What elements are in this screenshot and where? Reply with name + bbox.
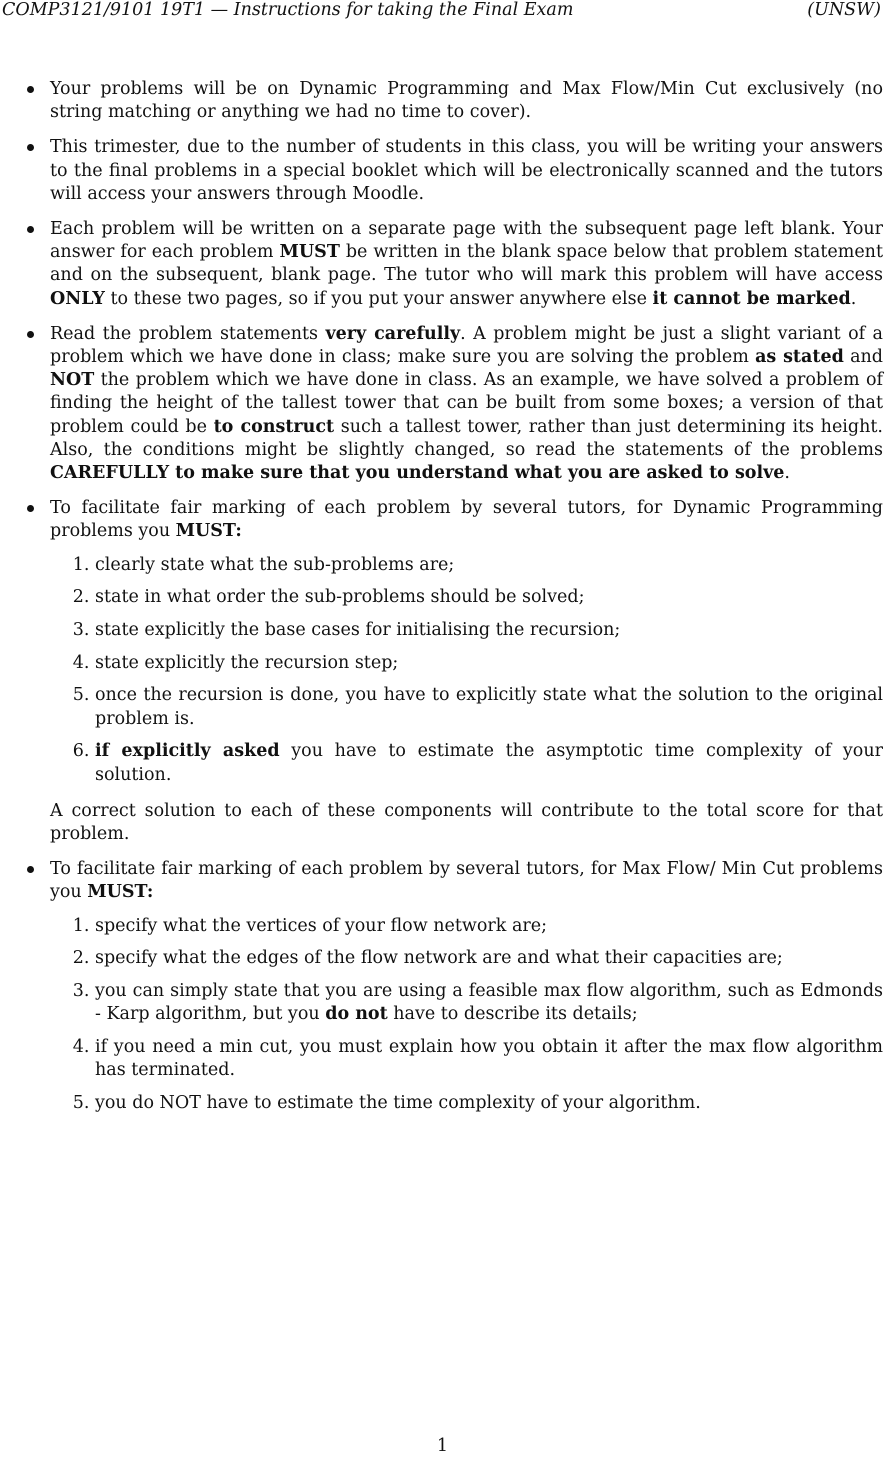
dp-requirements-list: [50, 554, 883, 787]
bold-run: do not: [325, 1004, 388, 1025]
bullet-icon: [27, 86, 34, 93]
bullet-item-topics: [50, 78, 883, 124]
bullet-icon: [27, 331, 34, 338]
text-run: Each problem will be written on a separate page with the subsequent page left blank. Your answer for each problem: [50, 219, 883, 263]
bold-run: CAREFULLY to make sure that you understand what you are asked to solve: [50, 463, 785, 484]
dp-scoring-note: A correct solution to each of these components will contribute to the total score for that problem.: [50, 800, 883, 844]
list-item: 4. if you need a min cut, you must explain how you obtain it after the max flow algorithm has terminated.: [95, 1036, 883, 1082]
text-run: you can simply state that you are using a feasible max flow algorithm, such as Edmonds - Karp algorithm, but you: [95, 981, 883, 1025]
bullet-icon: [27, 144, 34, 151]
list-item: 5. once the recursion is done, you have to explicitly state what the solution to the original problem is.: [95, 684, 883, 730]
bullet-item-read-carefully: [50, 323, 883, 485]
bullet-text: Your problems will be on Dynamic Programming and Max Flow/Min Cut exclusively (no string matching or anything we had no time to cover).: [50, 79, 883, 123]
text-run: have to describe its details;: [387, 1004, 638, 1025]
list-item: 1. clearly state what the sub-problems are;: [95, 554, 883, 577]
bold-run: NOT: [50, 370, 95, 391]
text-run: and: [843, 347, 883, 368]
page-number: 1: [436, 1436, 449, 1456]
list-item: [95, 980, 883, 1026]
text-run: you have to estimate the asymptotic time complexity of your solution.: [95, 741, 883, 785]
list-item: 2. specify what the edges of the flow network are and what their capacities are;: [95, 947, 883, 970]
header-institution: (UNSW): [807, 0, 881, 20]
bullet-item-answer-pages: [50, 218, 883, 311]
bold-run: ONLY: [50, 288, 105, 309]
bullet-icon: [27, 866, 34, 873]
header-title: COMP3121/9101 19T1 — Instructions for taking the Final Exam: [2, 0, 574, 20]
list-item: 4. state explicitly the recursion step;: [95, 652, 883, 675]
bullet-text: This trimester, due to the number of students in this class, you will be writing your answers to the final problems in a special booklet which will be electronically scanned and the tutors will access your answers through Moodle.: [50, 137, 883, 204]
bullet-text: [50, 323, 883, 485]
bullet-icon: [27, 505, 34, 512]
list-item: 3. state explicitly the base cases for initialising the recursion;: [95, 619, 883, 642]
bullet-item-max-flow: [50, 858, 883, 1115]
text-run: be written in the blank space below that problem statement and on the subsequent, blank page. The tutor who will mark this problem will have access: [50, 242, 883, 286]
list-item: 5. you do NOT have to estimate the time complexity of your algorithm.: [95, 1092, 883, 1115]
bold-run: to construct: [213, 416, 335, 437]
bold-run: very carefully: [325, 323, 461, 344]
text-run: the problem which we have done in class. As an example, we have solved a problem of finding the height of the tallest tower that can be built from some boxes; a version of that problem could be: [50, 370, 883, 437]
text-run: . A problem might be just a slight variant of a problem which we have done in class; make sure you are solving the problem: [50, 323, 883, 368]
text-run: Read the problem statements: [50, 323, 326, 344]
bold-run: if explicitly asked: [95, 741, 280, 762]
maxflow-requirements-list: [50, 915, 883, 1115]
instructions-list: [50, 78, 883, 1127]
bold-run: MUST:: [175, 521, 242, 542]
bold-run: as stated: [755, 347, 844, 368]
text-run: .: [850, 288, 857, 309]
bold-run: it cannot be marked: [652, 288, 851, 309]
text-run: To facilitate fair marking of each problem by several tutors, for Max Flow/ Min Cut problems you: [50, 859, 883, 903]
bullet-text: [50, 218, 883, 311]
bullet-item-dynamic-programming: [50, 497, 883, 846]
list-item: 2. state in what order the sub-problems should be solved;: [95, 586, 883, 609]
bold-run: MUST: [279, 242, 340, 263]
list-item: [95, 740, 883, 786]
text-run: such a tallest tower, rather than just determining its height. Also, the conditions might be slightly changed, so read the statements of the problems: [50, 416, 883, 460]
text-run: to these two pages, so if you put your answer anywhere else: [104, 288, 653, 309]
bullet-text: [50, 497, 883, 543]
text-run: .: [784, 463, 790, 484]
text-run: To facilitate fair marking of each problem by several tutors, for Dynamic Programming problems you: [50, 498, 883, 542]
list-item: 1. specify what the vertices of your flow network are;: [95, 915, 883, 938]
bullet-text: [50, 858, 883, 904]
page-header: [2, 0, 881, 24]
bold-run: MUST:: [87, 882, 154, 903]
bullet-item-booklet: [50, 136, 883, 206]
bullet-icon: [27, 226, 34, 233]
